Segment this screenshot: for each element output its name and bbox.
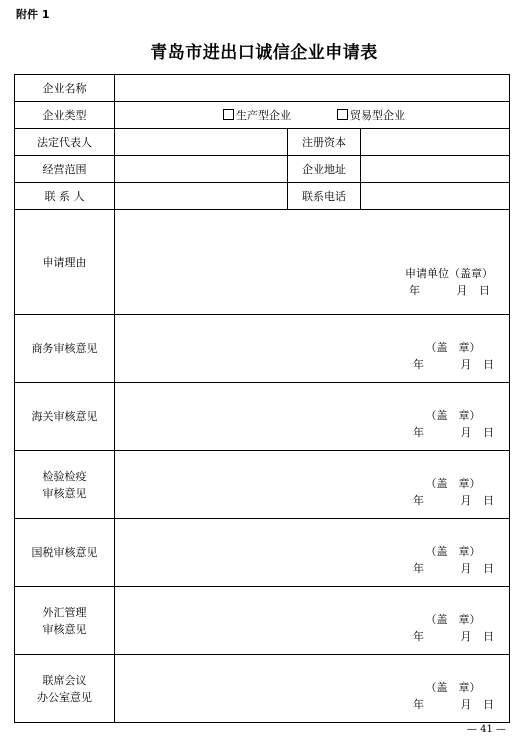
review-seal bbox=[413, 611, 493, 645]
review-row bbox=[15, 587, 510, 655]
contact-person-field[interactable] bbox=[115, 183, 288, 210]
page-number: — 41 — bbox=[466, 724, 506, 735]
unit-seal-text: 申请单位（盖章） bbox=[405, 267, 494, 280]
application-reason-label: 申请理由 bbox=[15, 210, 115, 315]
option-production-label: 生产型企业 bbox=[236, 109, 291, 122]
row-company-type bbox=[15, 102, 510, 129]
row-legal-rep bbox=[15, 129, 510, 156]
review-label-line1: 外汇管理 bbox=[42, 605, 87, 619]
review-row bbox=[15, 655, 510, 723]
year-label: 年 bbox=[413, 562, 425, 575]
month-label: 月 bbox=[460, 494, 472, 507]
legal-rep-label: 法定代表人 bbox=[15, 129, 115, 156]
company-type-options bbox=[115, 102, 510, 129]
company-type-label: 企业类型 bbox=[15, 102, 115, 129]
business-scope-label: 经营范围 bbox=[15, 156, 115, 183]
review-label-line2: 办公室意见 bbox=[37, 690, 92, 704]
registered-capital-field[interactable] bbox=[361, 129, 510, 156]
year-label: 年 bbox=[413, 630, 425, 643]
month-label: 月 bbox=[460, 358, 472, 371]
review-field[interactable] bbox=[115, 383, 510, 451]
review-seal bbox=[413, 543, 493, 577]
day-label: 日 bbox=[483, 426, 495, 439]
review-label-line1: 商务审核意见 bbox=[31, 342, 98, 355]
date-line bbox=[413, 358, 493, 371]
year-label: 年 bbox=[413, 358, 425, 371]
seal-text: （盖 章） bbox=[425, 613, 481, 626]
review-label bbox=[15, 451, 115, 519]
application-form-table bbox=[14, 74, 510, 723]
date-line bbox=[409, 284, 489, 297]
option-production[interactable] bbox=[223, 107, 291, 123]
month-label: 月 bbox=[460, 426, 472, 439]
review-label-line1: 联席会议 bbox=[42, 673, 87, 687]
review-label-line1: 海关审核意见 bbox=[31, 410, 98, 423]
year-label: 年 bbox=[409, 284, 421, 297]
review-seal bbox=[413, 475, 493, 509]
review-field[interactable] bbox=[115, 587, 510, 655]
review-row bbox=[15, 315, 510, 383]
month-label: 月 bbox=[456, 284, 468, 297]
day-label: 日 bbox=[483, 562, 495, 575]
review-label-line2: 审核意见 bbox=[42, 622, 87, 636]
review-label-line1: 国税审核意见 bbox=[31, 546, 98, 559]
review-label-line2: 审核意见 bbox=[42, 486, 87, 500]
month-label: 月 bbox=[460, 698, 472, 711]
contact-person-label: 联 系 人 bbox=[15, 183, 115, 210]
review-seal bbox=[413, 407, 493, 441]
review-label bbox=[15, 315, 115, 383]
business-scope-field[interactable] bbox=[115, 156, 288, 183]
review-field[interactable] bbox=[115, 519, 510, 587]
review-row bbox=[15, 451, 510, 519]
attachment-label: 附件 1 bbox=[16, 8, 50, 21]
date-line bbox=[413, 562, 493, 575]
day-label: 日 bbox=[483, 358, 495, 371]
date-line bbox=[413, 698, 493, 711]
legal-rep-field[interactable] bbox=[115, 129, 288, 156]
review-field[interactable] bbox=[115, 315, 510, 383]
review-label bbox=[15, 383, 115, 451]
company-address-field[interactable] bbox=[361, 156, 510, 183]
company-address-label: 企业地址 bbox=[288, 156, 361, 183]
day-label: 日 bbox=[483, 630, 495, 643]
review-label-line1: 检验检疫 bbox=[42, 469, 87, 483]
day-label: 日 bbox=[479, 284, 491, 297]
checkbox-icon[interactable] bbox=[337, 109, 348, 120]
application-reason-field[interactable] bbox=[115, 210, 510, 315]
date-line bbox=[413, 494, 493, 507]
seal-text: （盖 章） bbox=[425, 409, 481, 422]
row-business-scope bbox=[15, 156, 510, 183]
company-name-field[interactable] bbox=[115, 75, 510, 102]
month-label: 月 bbox=[460, 630, 472, 643]
date-line bbox=[413, 426, 493, 439]
seal-text: （盖 章） bbox=[425, 341, 481, 354]
option-trade-label: 贸易型企业 bbox=[350, 109, 405, 122]
review-row bbox=[15, 383, 510, 451]
year-label: 年 bbox=[413, 426, 425, 439]
year-label: 年 bbox=[413, 698, 425, 711]
review-field[interactable] bbox=[115, 655, 510, 723]
review-label bbox=[15, 655, 115, 723]
review-field[interactable] bbox=[115, 451, 510, 519]
day-label: 日 bbox=[483, 698, 495, 711]
review-row bbox=[15, 519, 510, 587]
row-contact bbox=[15, 183, 510, 210]
date-line bbox=[413, 630, 493, 643]
row-company-name bbox=[15, 75, 510, 102]
day-label: 日 bbox=[483, 494, 495, 507]
contact-phone-label: 联系电话 bbox=[288, 183, 361, 210]
year-label: 年 bbox=[413, 494, 425, 507]
review-seal bbox=[413, 339, 493, 373]
registered-capital-label: 注册资本 bbox=[288, 129, 361, 156]
seal-text: （盖 章） bbox=[425, 545, 481, 558]
company-name-label: 企业名称 bbox=[15, 75, 115, 102]
review-label bbox=[15, 587, 115, 655]
row-application-reason bbox=[15, 210, 510, 315]
month-label: 月 bbox=[460, 562, 472, 575]
applicant-signature bbox=[405, 265, 493, 299]
contact-phone-field[interactable] bbox=[361, 183, 510, 210]
seal-text: （盖 章） bbox=[425, 681, 481, 694]
form-title: 青岛市进出口诚信企业申请表 bbox=[150, 43, 378, 63]
checkbox-icon[interactable] bbox=[223, 109, 234, 120]
review-seal bbox=[413, 679, 493, 713]
option-trade[interactable] bbox=[337, 107, 405, 123]
review-label bbox=[15, 519, 115, 587]
seal-text: （盖 章） bbox=[425, 477, 481, 490]
